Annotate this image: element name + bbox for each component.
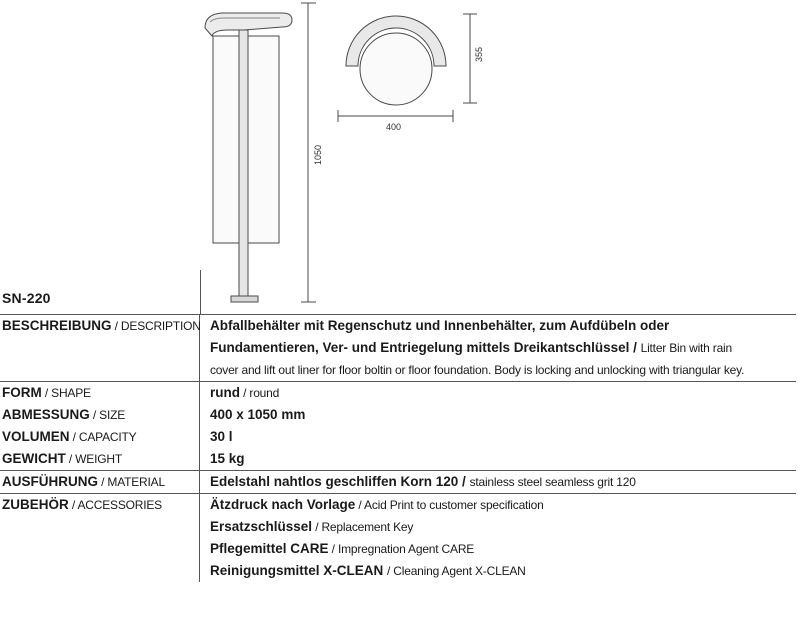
spec-value-line [210, 426, 796, 448]
spec-label-de: GEWICHT [2, 451, 66, 466]
spec-row [0, 448, 796, 470]
spec-value-de: Edelstahl nahtlos geschliffen Korn 120 / [210, 474, 470, 489]
spec-row [0, 404, 796, 426]
spec-value-line [210, 315, 796, 337]
spec-value-de: rund [210, 385, 240, 400]
spec-label-de: ZUBEHÖR [2, 497, 69, 512]
spec-label: ZUBEHÖR / ACCESSORIES [0, 494, 200, 582]
spec-value-en: Litter Bin with rain [640, 341, 732, 355]
spec-value-en: cover and lift out liner for floor boltin or floor foundation. Body is locking and unlocking with triangular key. [210, 363, 745, 377]
spec-value-line: Ersatzschlüssel / Replacement Key [210, 519, 414, 534]
spec-label-en: CAPACITY [78, 430, 137, 444]
spec-label-de: AUSFÜHRUNG [2, 474, 98, 489]
spec-row [0, 470, 796, 493]
spec-value-de: 15 kg [210, 451, 245, 466]
spec-value-line [210, 337, 796, 359]
spec-value-line [210, 471, 796, 493]
spec-row [0, 381, 796, 404]
spec-row [0, 426, 796, 448]
spec-value-en: Replacement Key [321, 520, 414, 534]
spec-value-de: Pflegemittel CARE [210, 541, 329, 556]
spec-value-line [210, 359, 796, 381]
spec-value-line: rund / round [210, 385, 280, 400]
spec-label-de: FORM [2, 385, 42, 400]
spec-value-line [210, 404, 796, 426]
spec-value [200, 315, 796, 381]
spec-value-en: Acid Print to customer specification [364, 498, 544, 512]
spec-label-en: WEIGHT [75, 452, 122, 466]
depth-dimension-label: 355 [474, 46, 484, 62]
spec-label-en: MATERIAL [107, 475, 165, 489]
spec-value-de: Ätzdruck nach Vorlage [210, 497, 356, 512]
spec-value-de: Ersatzschlüssel [210, 519, 313, 534]
spec-value-en: round [249, 386, 280, 400]
spec-value-de: 400 x 1050 mm [210, 407, 306, 422]
technical-drawing [0, 0, 800, 310]
spec-row [0, 493, 796, 582]
spec-value-de: Fundamentieren, Ver- und Entriegelung mittels Dreikantschlüssel / [210, 340, 641, 355]
spec-label-de: VOLUMEN [2, 429, 70, 444]
spec-value [200, 471, 796, 493]
spec-value-line: Pflegemittel CARE / Impregnation Agent CARE [210, 541, 475, 556]
model-number: SN-220 [2, 290, 51, 306]
spec-value [200, 494, 796, 582]
spec-value-line: Reinigungsmittel X-CLEAN / Cleaning Agent X-CLEAN [210, 563, 526, 578]
spec-label: FORM / SHAPE [0, 382, 200, 404]
top-view-bin [346, 16, 446, 105]
spec-table [0, 314, 796, 582]
spec-value [200, 382, 796, 404]
spec-value-en: stainless steel seamless grit 120 [469, 475, 636, 489]
spec-label-de: ABMESSUNG [2, 407, 90, 422]
spec-value-en: Impregnation Agent CARE [337, 542, 475, 556]
spec-value-de: 30 l [210, 429, 233, 444]
spec-label: GEWICHT / WEIGHT [0, 448, 200, 470]
side-view-bin [205, 13, 292, 302]
width-dimension-label: 400 [386, 122, 402, 132]
spec-value-line [210, 448, 796, 470]
height-dimension-label: 1050 [313, 144, 323, 165]
spec-value-de: Reinigungsmittel X-CLEAN [210, 563, 388, 578]
spec-label-en: SHAPE [51, 386, 91, 400]
spec-label: VOLUMEN / CAPACITY [0, 426, 200, 448]
spec-value-de: Abfallbehälter mit Regenschutz und Innenbehälter, zum Aufdübeln oder [210, 318, 670, 333]
spec-value [200, 426, 796, 448]
spec-label: ABMESSUNG / SIZE [0, 404, 200, 426]
spec-row [0, 314, 796, 381]
spec-value-en: Cleaning Agent X-CLEAN [393, 564, 526, 578]
spec-label-en: ACCESSORIES [77, 498, 162, 512]
spec-value [200, 404, 796, 426]
spec-label-en: SIZE [99, 408, 126, 422]
spec-label-en: DESCRIPTION [120, 319, 201, 333]
spec-label-de: BESCHREIBUNG [2, 318, 112, 333]
spec-label: BESCHREIBUNG / DESCRIPTION [0, 315, 200, 381]
width-dimension-line [338, 110, 453, 122]
column-divider-top [200, 270, 201, 314]
spec-label: AUSFÜHRUNG / MATERIAL [0, 471, 200, 493]
spec-value-line: Ätzdruck nach Vorlage / Acid Print to customer specification [210, 497, 544, 512]
spec-value [200, 448, 796, 470]
